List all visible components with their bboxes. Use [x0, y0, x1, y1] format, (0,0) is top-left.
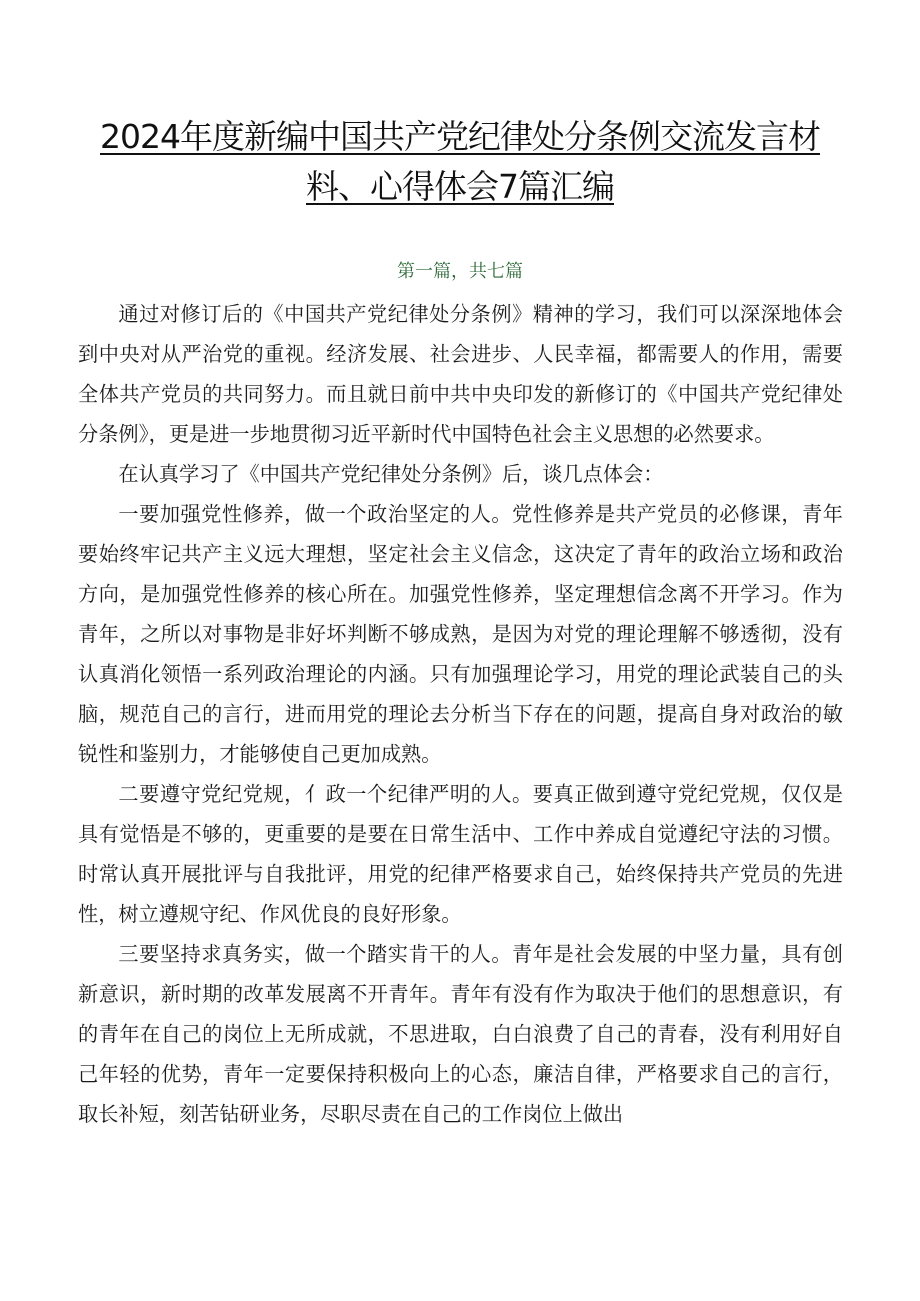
body-paragraph: 通过对修订后的《中国共产党纪律处分条例》精神的学习，我们可以深深地体会到中央对从严治党的重视。经济发展、社会进步、人民幸福，都需要人的作用，需要全体共产党员的共同努力。而且就日前中共中央印发的新修订的《中国共产党纪律处分条例》，更是进一步地贯彻习近平新时代中国特色社会主义思想的必然要求。: [78, 302, 843, 446]
document-title: 2024年度新编中国共产党纪律处分条例交流发言材料、心得体会7篇汇编: [100, 117, 820, 206]
body-paragraph: 三要坚持求真务实，做一个踏实肯干的人。青年是社会发展的中坚力量，具有创新意识，新时期的改革发展离不开青年。青年有没有作为取决于他们的思想意识，有的青年在自己的岗位上无所成就，不思进取，白白浪费了自己的青春，没有利用好自己年轻的优势，青年一定要保持积极向上的心态，廉洁自律，严格要求自己的言行，取长补短，刻苦钻研业务，尽职尽责在自己的工作岗位上做出: [78, 942, 843, 1126]
body-paragraph: 二要遵守党纪党规，亻政一个纪律严明的人。要真正做到遵守党纪党规，仅仅是具有觉悟是不够的，更重要的是要在日常生活中、工作中养成自觉遵纪守法的习惯。时常认真开展批评与自我批评，用党的纪律严格要求自己，始终保持共产党员的先进性，树立遵规守纪、作风优良的良好形象。: [78, 782, 843, 926]
section-label: 第一篇，共七篇: [397, 261, 523, 282]
document-body: [78, 294, 843, 1134]
body-paragraph: 一要加强党性修养，做一个政治坚定的人。党性修养是共产党员的必修课，青年要始终牢记共产主义远大理想，坚定社会主义信念，这决定了青年的政治立场和政治方向，是加强党性修养的核心所在。加强党性修养，坚定理想信念离不开学习。作为青年，之所以对事物是非好坏判断不够成熟，是因为对党的理论理解不够透彻，没有认真消化领悟一系列政治理论的内涵。只有加强理论学习，用党的理论武装自己的头脑，规范自己的言行，进而用党的理论去分析当下存在的问题，提高自身对政治的敏锐性和鉴别力，才能够使自己更加成熟。: [78, 502, 843, 766]
body-paragraph: 在认真学习了《中国共产党纪律处分条例》后，谈几点体会：: [118, 462, 664, 486]
